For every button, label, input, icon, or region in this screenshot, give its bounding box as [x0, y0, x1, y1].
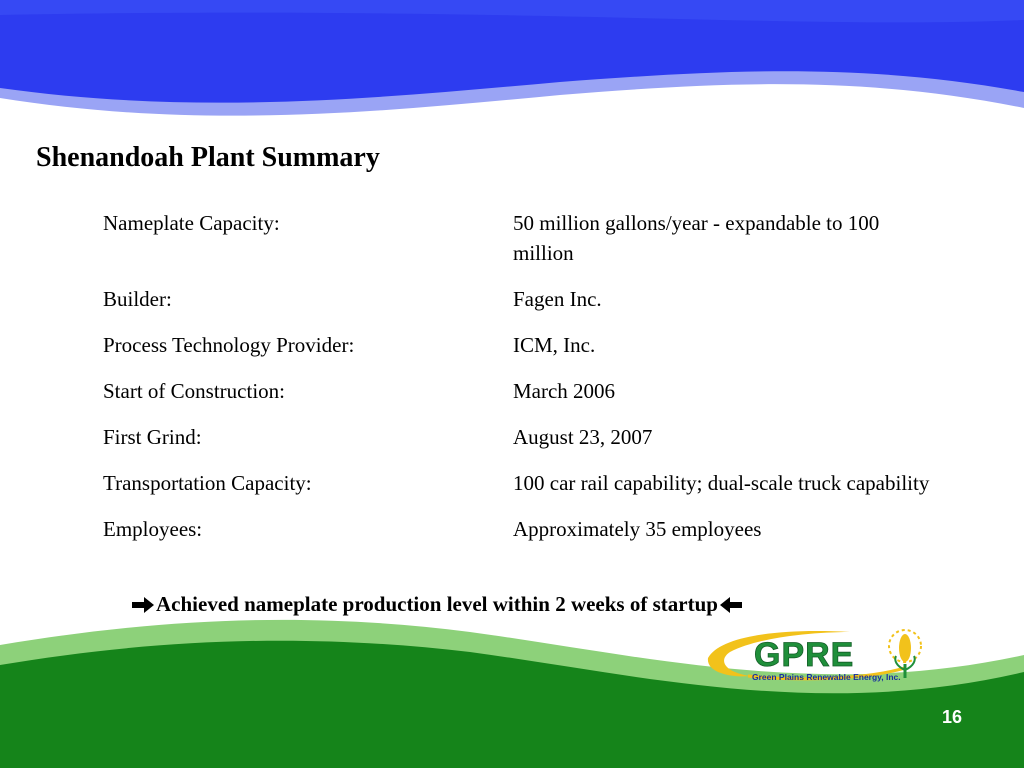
table-row: [103, 422, 933, 452]
arrow-right-icon: [130, 596, 156, 614]
row-value: March 2006: [513, 379, 616, 403]
row-value: 100 car rail capability; dual-scale truck capability: [513, 471, 930, 495]
row-label: Nameplate Capacity:: [103, 211, 280, 235]
highlight-statement: [130, 592, 744, 617]
table-row: [103, 514, 933, 544]
table-row: [103, 468, 933, 498]
arrow-left-icon: [718, 596, 744, 614]
logo-wordmark: GPRE: [754, 636, 855, 674]
row-label: Start of Construction:: [103, 379, 285, 403]
row-label: First Grind:: [103, 425, 202, 449]
row-label: Process Technology Provider:: [103, 333, 355, 357]
table-row: [103, 284, 933, 314]
table-row: [103, 376, 933, 406]
summary-table: [103, 208, 933, 544]
row-value: Approximately 35 employees: [513, 517, 762, 541]
logo-tagline: Green Plains Renewable Energy, Inc.: [752, 672, 901, 682]
row-label: Employees:: [103, 517, 203, 541]
row-label: Builder:: [103, 287, 172, 311]
slide-title: Shenandoah Plant Summary: [36, 142, 380, 173]
gpre-logo: [700, 618, 926, 690]
highlight-text: Achieved nameplate production level within 2 weeks of startup: [156, 592, 718, 616]
page-number: 16: [941, 707, 962, 727]
table-row: [103, 208, 933, 268]
table-row: [103, 330, 933, 360]
row-value: ICM, Inc.: [513, 333, 596, 357]
row-value: August 23, 2007: [513, 425, 653, 449]
row-value: Fagen Inc.: [513, 287, 602, 311]
row-label: Transportation Capacity:: [103, 471, 312, 495]
row-value: 50 million gallons/year - expandable to 100 million: [513, 211, 880, 265]
